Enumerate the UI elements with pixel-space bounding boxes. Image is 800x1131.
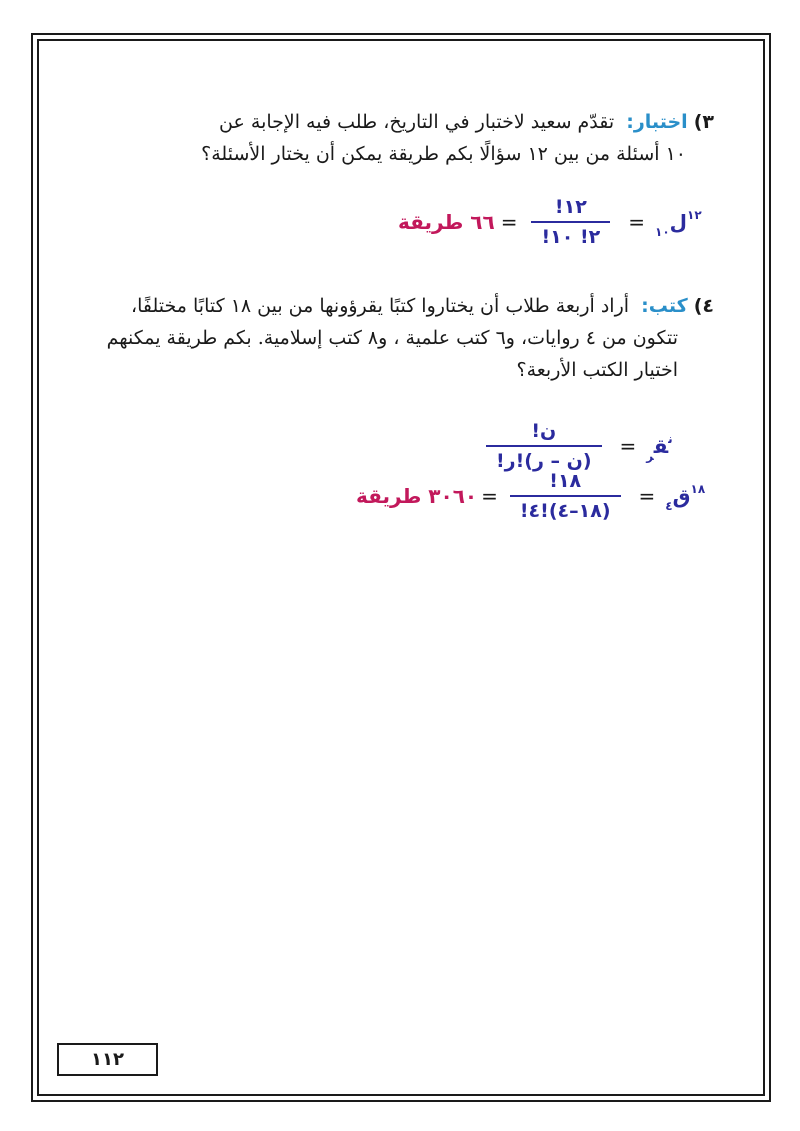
question-4-text-3: اختيار الكتب الأربعة؟ bbox=[516, 359, 678, 381]
question-4-answer: ٣٠٦٠ طريقة bbox=[356, 484, 478, 508]
comb-symbol-specific: $^{١٨}$ق$_٤$ bbox=[665, 482, 706, 513]
question-4 bbox=[34, 290, 714, 386]
page-number: ١١٢ bbox=[57, 1043, 158, 1076]
equals-sign-4: = bbox=[638, 484, 656, 508]
equals-sign-2: = bbox=[500, 210, 518, 234]
question-4-text-2: تتكون من ٤ روايات، و٦ كتب علمية ، و٨ كتب إسلامية. بكم طريقة يمكنهم bbox=[106, 327, 678, 349]
question-3-line-2 bbox=[74, 138, 714, 170]
question-3-fraction bbox=[531, 196, 610, 248]
question-4-line-2 bbox=[34, 322, 714, 354]
general-denominator: (ن – ر)!ر! bbox=[496, 450, 592, 472]
question-3-number: ٣) bbox=[693, 111, 714, 133]
specific-denominator: (١٨–٤)!٤! bbox=[519, 500, 611, 522]
question-4-text-1: أراد أربعة طلاب أن يختاروا كتبًا يقرؤونها من بين ١٨ كتابًا مختلفًا، bbox=[130, 295, 630, 317]
fraction-denominator: ٢! ١٠! bbox=[541, 226, 601, 248]
general-fraction bbox=[486, 420, 602, 472]
question-4-number: ٤) bbox=[693, 295, 714, 317]
specific-numerator: ١٨! bbox=[549, 470, 582, 492]
comb-symbol-general: $^ن$ق$_ر$ bbox=[646, 432, 673, 463]
question-3-text-1: تقدّم سعيد لاختبار في التاريخ، طلب فيه الإجابة عن bbox=[219, 111, 615, 133]
fraction-numerator: ١٢! bbox=[554, 196, 587, 218]
question-4-line-3 bbox=[34, 354, 714, 386]
question-3 bbox=[74, 106, 714, 170]
question-4-line-1 bbox=[34, 290, 714, 322]
general-numerator: ن! bbox=[531, 420, 557, 442]
question-3-text-2: ١٠ أسئلة من بين ١٢ سؤالًا بكم طريقة يمكن أن يختار الأسئلة؟ bbox=[201, 143, 686, 165]
combination-general-formula bbox=[478, 420, 673, 472]
equals-sign-3: = bbox=[619, 434, 637, 458]
equals-sign-5: = bbox=[481, 484, 498, 508]
equals-sign-1: = bbox=[628, 210, 645, 234]
specific-fraction bbox=[510, 470, 621, 522]
perm-symbol: $^{١٢}$ل$_{١٠}$ bbox=[655, 208, 702, 239]
question-3-keyword: اختبار: bbox=[626, 111, 688, 133]
question-3-formula bbox=[398, 196, 702, 248]
question-3-answer: ٦٦ طريقة bbox=[398, 210, 495, 234]
question-4-keyword: كتب: bbox=[641, 295, 688, 317]
question-3-line-1 bbox=[74, 106, 714, 138]
combination-specific-formula bbox=[356, 470, 705, 522]
